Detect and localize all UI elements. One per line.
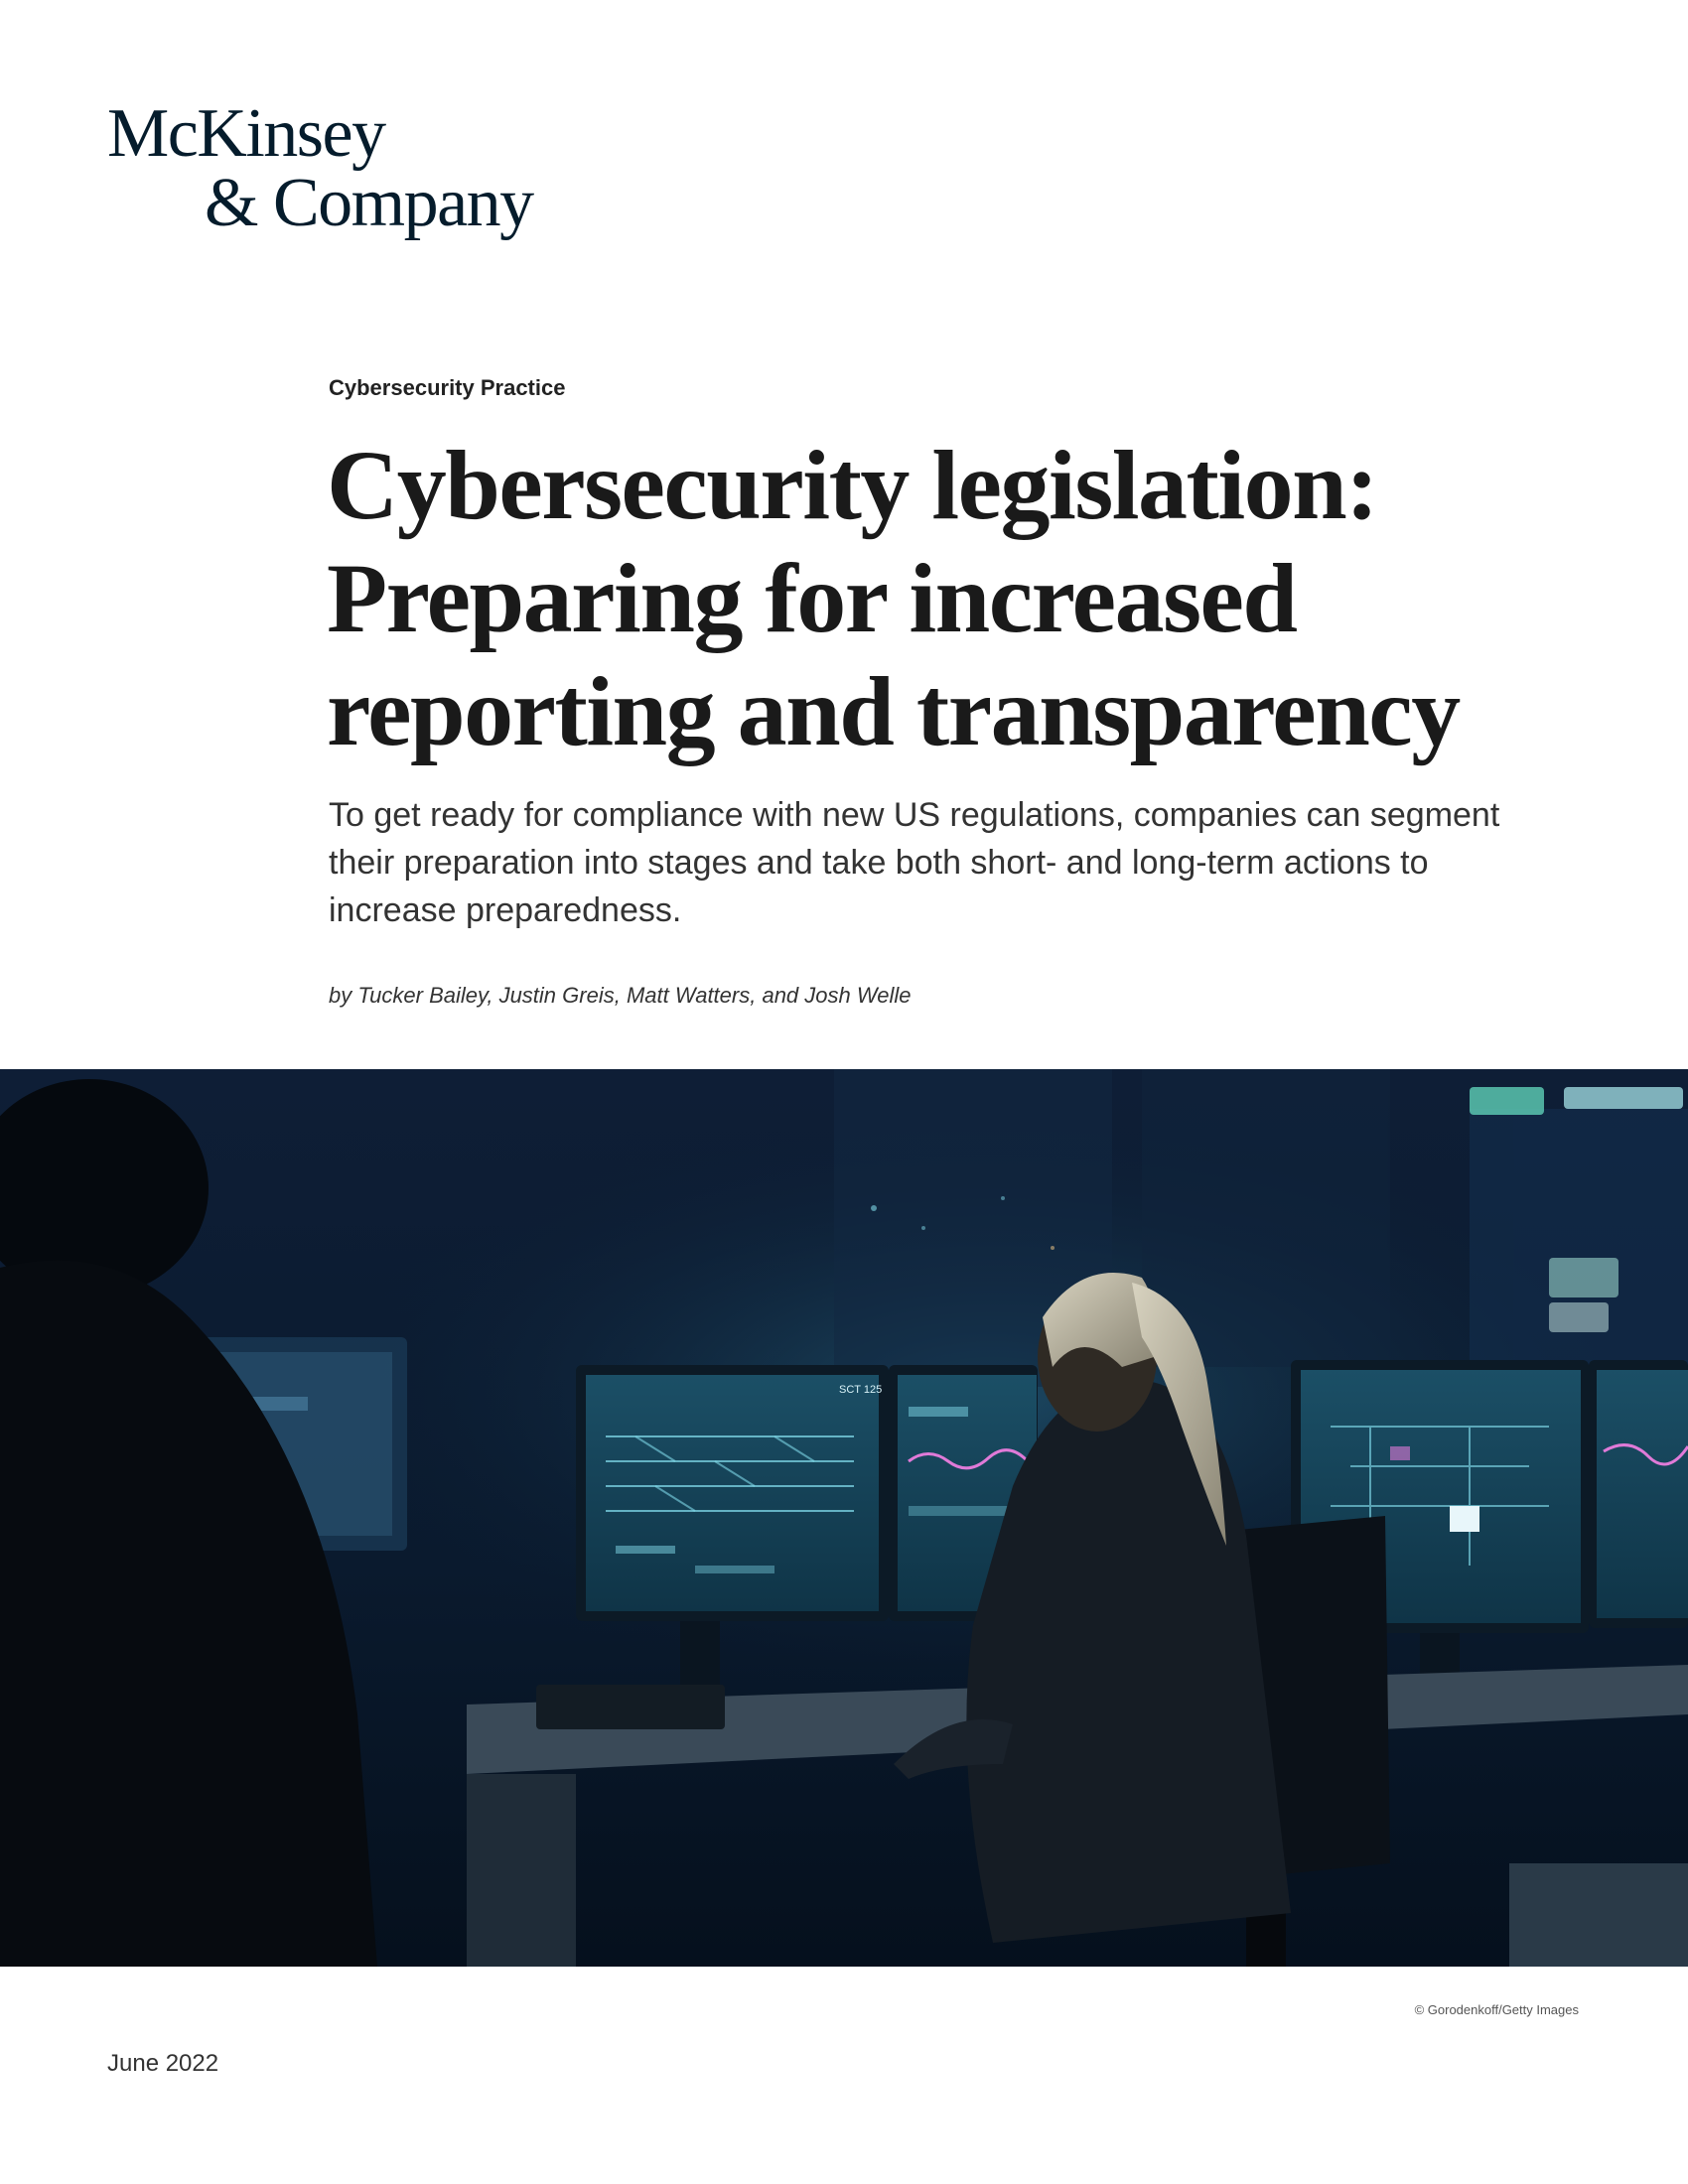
photo-credit: © Gorodenkoff/Getty Images <box>1414 2002 1579 2017</box>
title-line-3: reporting and transparency <box>327 656 1460 766</box>
background-panels <box>834 1069 1688 1387</box>
publication-date: June 2022 <box>107 2050 219 2077</box>
hero-photo <box>0 1069 1688 1967</box>
page-title <box>327 429 1637 768</box>
summary-line-1: To get ready for compliance with new US regulations, companies can segment <box>329 796 1500 834</box>
summary-line-3: increase preparedness. <box>329 891 682 929</box>
logo-line-2: & Company <box>205 165 533 241</box>
article-summary <box>329 791 1600 934</box>
screen-label: SCT 125 <box>839 1384 883 1396</box>
practice-label: Cybersecurity Practice <box>329 375 566 400</box>
author-byline: by Tucker Bailey, Justin Greis, Matt Watters, and Josh Welle <box>329 983 912 1008</box>
mckinsey-logo <box>107 95 533 241</box>
logo-line-1: McKinsey <box>107 95 385 172</box>
summary-line-2: their preparation into stages and take both short- and long-term actions to <box>329 844 1429 882</box>
title-line-1: Cybersecurity legislation: <box>327 430 1378 540</box>
title-line-2: Preparing for increased <box>327 543 1297 653</box>
monitor-4 <box>1589 1360 1688 1628</box>
